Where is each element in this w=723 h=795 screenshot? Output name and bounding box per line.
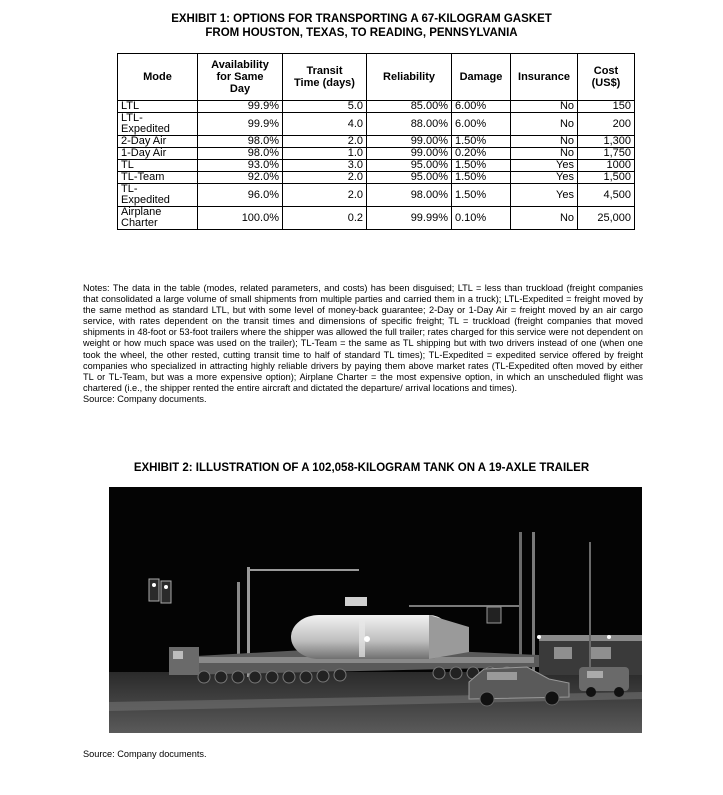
cell-damage: 0.10% (452, 207, 511, 230)
cell-transit: 2.0 (283, 172, 367, 184)
cell-insurance: Yes (511, 160, 578, 172)
cell-insurance: No (511, 113, 578, 136)
cell-cost: 1,750 (578, 148, 635, 160)
tank-trailer-photo (109, 487, 642, 733)
table-row (118, 148, 635, 160)
cell-cost: 200 (578, 113, 635, 136)
cell-availability: 99.9% (198, 113, 283, 136)
exhibit1-source: Source: Company documents. (83, 393, 207, 404)
header-transit-time: Transit Time (days) (283, 54, 367, 101)
notes-text: Notes: The data in the table (modes, related parameters, and costs) has been disguised; LTL = less than truckload (freight companies that consolidated a large volume of small shipments from multiple parties and carried them in a truck); LTL-Expedited = freight moved by the same method as standard LTL, but with some level of money-back guarantee; 2-Day or 1-Day Air = freight moved by an air cargo service, with rates dependent on the transit times and dimensions of specific freight; TL = truckload (freight companies that moved shipments in 48-foot or 53-foot trailers where the shipper was allowed the full trailer; rates charged for this service were not dependent on weight or how much space was used on the trailer); TL-Team = the same as TL shipping but with two drivers instead of one (when one took the wheel, the other rested, cutting transit time to half of standard TL times); TL-Expedited = expedited service offered by freight companies who specialized in attracting highly reliable drivers by paying them above market rates (TL-Expedited often moved by either TL or TL-Team, but was a more expensive option); Airplane Charter = the most expensive option, in which an unscheduled flight was chartered (i.e., the shipper rented the entire aircraft and dictated the departure/ arrival locations and times). (83, 283, 643, 393)
cell-mode: LTL (118, 101, 198, 113)
exhibit1-title-line1: EXHIBIT 1: OPTIONS FOR TRANSPORTING A 67-KILOGRAM GASKET (171, 13, 552, 25)
header-availability: Availability for Same Day (198, 54, 283, 101)
cell-insurance: No (511, 101, 578, 113)
cell-reliability: 88.00% (367, 113, 452, 136)
cell-mode: 1-Day Air (118, 148, 198, 160)
cell-availability: 100.0% (198, 207, 283, 230)
exhibit2-source: Source: Company documents. (83, 749, 207, 759)
cell-availability: 96.0% (198, 184, 283, 207)
header-damage: Damage (452, 54, 511, 101)
cell-reliability: 99.00% (367, 148, 452, 160)
exhibit1-title-line2: FROM HOUSTON, TEXAS, TO READING, PENNSYLVANIA (205, 27, 518, 39)
cell-reliability: 95.00% (367, 160, 452, 172)
cell-cost: 4,500 (578, 184, 635, 207)
cell-damage: 1.50% (452, 184, 511, 207)
header-insurance: Insurance (511, 54, 578, 101)
cell-mode: 2-Day Air (118, 136, 198, 148)
cell-availability: 98.0% (198, 136, 283, 148)
cell-availability: 99.9% (198, 101, 283, 113)
table-header-row (118, 54, 635, 101)
cell-transit: 2.0 (283, 136, 367, 148)
cell-damage: 1.50% (452, 172, 511, 184)
cell-mode: Airplane Charter (118, 207, 198, 230)
cell-reliability: 95.00% (367, 172, 452, 184)
cell-insurance: Yes (511, 184, 578, 207)
cell-transit: 3.0 (283, 160, 367, 172)
header-cost: Cost (US$) (578, 54, 635, 101)
table-row (118, 207, 635, 230)
cell-cost: 1,500 (578, 172, 635, 184)
cell-transit: 1.0 (283, 148, 367, 160)
cell-damage: 1.50% (452, 160, 511, 172)
night-road-scene-image (109, 487, 642, 733)
exhibit1-notes (83, 283, 643, 405)
cell-insurance: Yes (511, 172, 578, 184)
cell-damage: 6.00% (452, 113, 511, 136)
cell-mode: TL- Expedited (118, 184, 198, 207)
cell-cost: 25,000 (578, 207, 635, 230)
cell-transit: 4.0 (283, 113, 367, 136)
cell-cost: 1,300 (578, 136, 635, 148)
cell-mode: TL (118, 160, 198, 172)
cell-transit: 5.0 (283, 101, 367, 113)
header-mode: Mode (118, 54, 198, 101)
table-row (118, 136, 635, 148)
cell-reliability: 99.00% (367, 136, 452, 148)
exhibit2-title: EXHIBIT 2: ILLUSTRATION OF A 102,058-KILOGRAM TANK ON A 19-AXLE TRAILER (133, 462, 590, 474)
cell-mode: TL-Team (118, 172, 198, 184)
cell-insurance: No (511, 207, 578, 230)
cell-reliability: 99.99% (367, 207, 452, 230)
header-reliability: Reliability (367, 54, 452, 101)
cell-reliability: 98.00% (367, 184, 452, 207)
cell-availability: 93.0% (198, 160, 283, 172)
cell-availability: 92.0% (198, 172, 283, 184)
cell-reliability: 85.00% (367, 101, 452, 113)
exhibit1-table (117, 53, 635, 230)
cell-damage: 1.50% (452, 136, 511, 148)
cell-damage: 6.00% (452, 101, 511, 113)
table-row (118, 113, 635, 136)
table-row (118, 101, 635, 113)
cell-transit: 0.2 (283, 207, 367, 230)
cell-cost: 1000 (578, 160, 635, 172)
table-row (118, 184, 635, 207)
cell-mode: LTL- Expedited (118, 113, 198, 136)
cell-cost: 150 (578, 101, 635, 113)
table-row (118, 160, 635, 172)
cell-availability: 98.0% (198, 148, 283, 160)
cell-damage: 0.20% (452, 148, 511, 160)
cell-insurance: No (511, 148, 578, 160)
cell-insurance: No (511, 136, 578, 148)
cell-transit: 2.0 (283, 184, 367, 207)
table-row (118, 172, 635, 184)
